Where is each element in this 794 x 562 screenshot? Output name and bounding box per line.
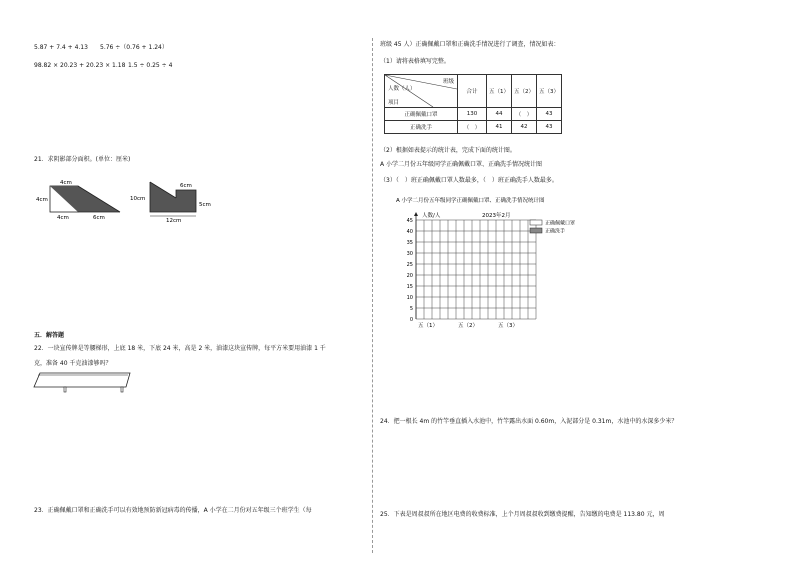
table-corner-bottom: 项目: [388, 100, 400, 106]
table-header-class-3: 五（3）: [537, 75, 562, 108]
figure2-label-top: 6cm: [180, 183, 192, 189]
table-cell: 130: [458, 108, 487, 121]
question-23-continued: 班级 45 人）正确佩戴口罩和正确洗手情况进行了调查，情况如表：: [380, 41, 560, 48]
y-tick-label: 25: [406, 262, 413, 268]
subquestion-3: （3）（ ）班正确佩戴口罩人数最多，（ ）班正确洗手人数最多。: [380, 177, 558, 184]
subquestion-2-chart-title: A 小学二月份五年级同学正确佩戴口罩、正确洗手情况统计图: [380, 161, 543, 168]
question-22-line-2: 克，准备 40 千克油漆够吗？: [34, 360, 112, 367]
legend-swatch: [530, 228, 542, 233]
subquestion-1: （1）请将表格填写完整。: [380, 58, 450, 65]
x-tick-label: 五（2）: [458, 323, 478, 329]
calc-expression-3: 98.82 × 20.23 + 20.23 × 1.18: [34, 62, 126, 69]
table-cell: 41: [487, 121, 512, 134]
figure1-label-top: 4cm: [60, 180, 72, 186]
figure-shaded-triangle: [30, 176, 130, 226]
calc-expression-1: 5.87 + 7.4 + 4.13: [34, 44, 88, 51]
trapezoid-sign-figure: [30, 370, 140, 400]
legend-label: 正确佩戴口罩: [545, 220, 576, 227]
question-22-line-1: 22．一块宣传牌是等腰梯形，上底 18 米，下底 24 米，高是 2 米，油漆这块宣传牌，每平方米要用油漆 1 千: [34, 345, 326, 352]
question-25: 25．下表是周叔叔所在地区电费的收费标准，上个月周叔叔收到缴费提醒，告知缴的电费是 113.80 元，周: [380, 511, 665, 518]
figure2-label-left: 10cm: [130, 196, 146, 202]
figure1-label-bottom-right: 6cm: [93, 215, 105, 221]
figure-shaded-composite: [128, 176, 218, 232]
table-cell: 44: [487, 108, 512, 121]
y-axis-arrow: [414, 212, 418, 216]
table-cell: 43: [537, 108, 562, 121]
chart-title: A 小学二月份五年级同学正确佩戴口罩、正确洗手情况统计图: [396, 198, 545, 204]
chart-grid: [414, 212, 536, 319]
section-5-heading: 五．解答题: [34, 332, 65, 339]
figure2-label-bottom: 12cm: [166, 218, 182, 224]
survey-table: [384, 74, 562, 134]
y-tick-label: 20: [406, 273, 413, 279]
question-24: 24．把一根长 4m 的竹竿垂直插入水池中，竹竿露出水面 0.60m，入泥部分是 0.31m，水池中的水深多少米？: [380, 418, 678, 425]
table-row: [385, 121, 562, 134]
chart-y-axis-label: 人数/人: [422, 213, 441, 219]
y-tick-label: 10: [406, 295, 413, 301]
table-header-class-1: 五（1）: [487, 75, 512, 108]
table-cell: （ ）: [512, 108, 537, 121]
y-tick-label: 35: [406, 240, 413, 246]
calc-expression-2: 5.76 ÷（0.76 + 1.24）: [100, 44, 168, 51]
table-cell: 43: [537, 121, 562, 134]
chart-x-ticks: [418, 322, 518, 329]
legend-label: 正确洗手: [545, 228, 566, 235]
figure1-label-left: 4cm: [36, 197, 48, 203]
table-row-label: 正确洗手: [385, 121, 458, 134]
y-tick-label: 45: [406, 218, 413, 224]
bar-chart: [370, 192, 600, 342]
calc-expression-4: 1.5 ÷ 0.25 ÷ 4: [128, 62, 173, 69]
table-corner-cell: [385, 75, 458, 108]
table-corner-top: 班级: [442, 79, 454, 85]
y-tick-label: 30: [406, 251, 413, 257]
table-row-label: 正确佩戴口罩: [385, 108, 458, 121]
table-header-class-2: 五（2）: [512, 75, 537, 108]
chart-y-ticks: [407, 218, 413, 323]
table-corner-mid: 人数（人）: [388, 86, 416, 92]
table-cell: （ ）: [458, 121, 487, 134]
chart-legend: [530, 220, 575, 235]
question-23: 23．正确佩戴口罩和正确洗手可以有效地预防新冠病毒的传播，A 小学在二月份对五年级三个班学生（每: [34, 507, 312, 514]
chart-date-label: 2023年2月: [482, 213, 511, 219]
x-tick-label: 五（3）: [498, 323, 518, 329]
table-cell: 42: [512, 121, 537, 134]
legend-swatch: [530, 220, 542, 225]
x-tick-label: 五（1）: [418, 323, 438, 329]
table-header-total: 合计: [458, 75, 487, 108]
question-21: 21．求阴影部分面积。(单位：厘米): [34, 156, 131, 163]
y-tick-label: 5: [409, 306, 413, 312]
y-tick-label: 0: [409, 317, 413, 323]
subquestion-2: （2）根据如表提示的统计表，完成下面的统计图。: [380, 147, 516, 154]
y-tick-label: 15: [406, 284, 413, 290]
y-tick-label: 40: [406, 229, 413, 235]
figure1-label-bottom-left: 4cm: [57, 215, 69, 221]
figure2-label-right: 5cm: [199, 202, 211, 208]
table-row: [385, 108, 562, 121]
